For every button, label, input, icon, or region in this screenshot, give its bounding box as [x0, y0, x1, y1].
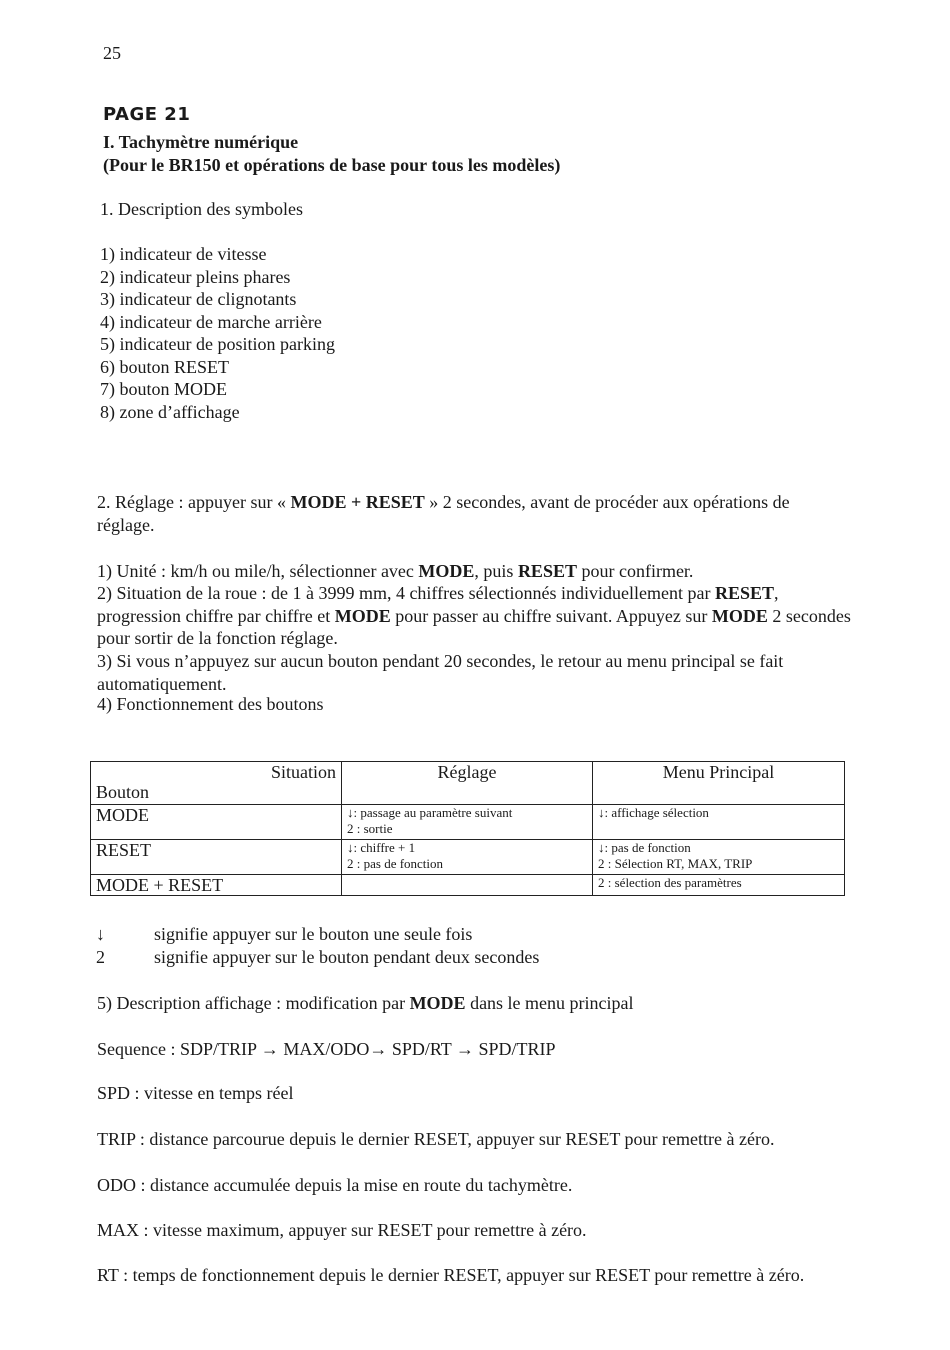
legend-symbol: 2	[96, 947, 105, 967]
trip-definition: TRIP : distance parcourue depuis le dernier RESET, appuyer sur RESET pour remettre à zéro.	[97, 1129, 775, 1149]
list-item: 3) indicateur de clignotants	[100, 289, 297, 309]
header-reglage: Réglage	[342, 762, 593, 805]
list-item: 1) indicateur de vitesse	[100, 244, 267, 264]
cell-line: ↓: passage au paramètre suivant	[347, 805, 513, 820]
table-row	[91, 805, 845, 840]
header-situation-bouton	[91, 762, 342, 805]
setting-item-wheel: 2) Situation de la roue : de 1 à 3999 mm, 4 chiffres sélectionnés individuellement par RESET, progression chiffre par chiffre et MODE pour passer au chiffre suivant. Appuyez sur MODE 2 secondes pour sortir de la fonction réglage.	[97, 583, 851, 648]
cell-line: 2 : sortie	[347, 821, 393, 836]
list-item: 7) bouton MODE	[100, 379, 227, 399]
button-cell: RESET	[91, 840, 342, 875]
reglage-cell	[342, 805, 593, 840]
legend-single-press	[96, 924, 472, 945]
button-cell: MODE	[91, 805, 342, 840]
cell-line: ↓: pas de fonction	[598, 840, 691, 855]
max-definition: MAX : vitesse maximum, appuyer sur RESET pour remettre à zéro.	[97, 1220, 587, 1240]
list-item: 5) indicateur de position parking	[100, 334, 335, 354]
legend-long-press	[96, 947, 539, 968]
reglage-cell	[342, 840, 593, 875]
settings-paragraph: 2. Réglage : appuyer sur « MODE + RESET » 2 secondes, avant de procéder aux opérations de réglage.	[97, 492, 790, 535]
list-item: 8) zone d’affichage	[100, 401, 240, 422]
setting-item-buttons: 4) Fonctionnement des boutons	[97, 694, 324, 714]
sequence-line: Sequence : SDP/TRIP → MAX/ODO→ SPD/RT → SPD/TRIP	[97, 1039, 556, 1059]
odo-definition: ODO : distance accumulée depuis la mise en route du tachymètre.	[97, 1175, 573, 1195]
menu-cell	[593, 805, 845, 840]
setting-item-timeout: 3) Si vous n’appuyez sur aucun bouton pendant 20 secondes, le retour au menu principal se fait automatiquement.	[97, 651, 784, 694]
menu-cell	[593, 840, 845, 875]
symbols-heading: 1. Description des symboles	[100, 199, 303, 219]
header-bouton: Bouton	[96, 782, 150, 802]
display-description: 5) Description affichage : modification par MODE dans le menu principal	[97, 993, 634, 1013]
button-cell: MODE + RESET	[91, 875, 342, 896]
page-heading: PAGE 21	[103, 104, 191, 125]
cell-line: ↓: affichage sélection	[598, 805, 709, 820]
down-arrow-icon: ↓	[96, 924, 105, 944]
cell-line: 2 : pas de fonction	[347, 856, 444, 871]
legend-text: signifie appuyer sur le bouton une seule fois	[154, 924, 473, 944]
header-situation: Situation	[270, 762, 336, 782]
table-row	[91, 840, 845, 875]
legend-text: signifie appuyer sur le bouton pendant deux secondes	[154, 947, 540, 967]
setting-item-unit: 1) Unité : km/h ou mile/h, sélectionner avec MODE, puis RESET pour confirmer.	[97, 561, 694, 581]
page-number: 25	[103, 43, 121, 63]
list-item: 6) bouton RESET	[100, 356, 229, 377]
reglage-cell	[342, 875, 593, 896]
buttons-table	[90, 761, 845, 896]
section-subtitle: (Pour le BR150 et opérations de base pour tous les modèles)	[103, 155, 561, 175]
list-item: 4) indicateur de marche arrière	[100, 311, 322, 332]
list-item: 2) indicateur pleins phares	[100, 266, 291, 287]
section-title: I. Tachymètre numérique	[103, 132, 299, 152]
cell-line: 2 : Sélection RT, MAX, TRIP	[598, 856, 753, 871]
cell-line: ↓: chiffre + 1	[347, 840, 416, 855]
symbols-list	[100, 243, 335, 423]
header-menu: Menu Principal	[593, 762, 845, 805]
cell-line: 2 : sélection des paramètres	[598, 875, 742, 890]
menu-cell	[593, 875, 845, 896]
rt-definition: RT : temps de fonctionnement depuis le dernier RESET, appuyer sur RESET pour remettre à zéro.	[97, 1265, 805, 1285]
table-header-row	[91, 762, 845, 805]
spd-definition: SPD : vitesse en temps réel	[97, 1083, 294, 1103]
table-row	[91, 875, 845, 896]
